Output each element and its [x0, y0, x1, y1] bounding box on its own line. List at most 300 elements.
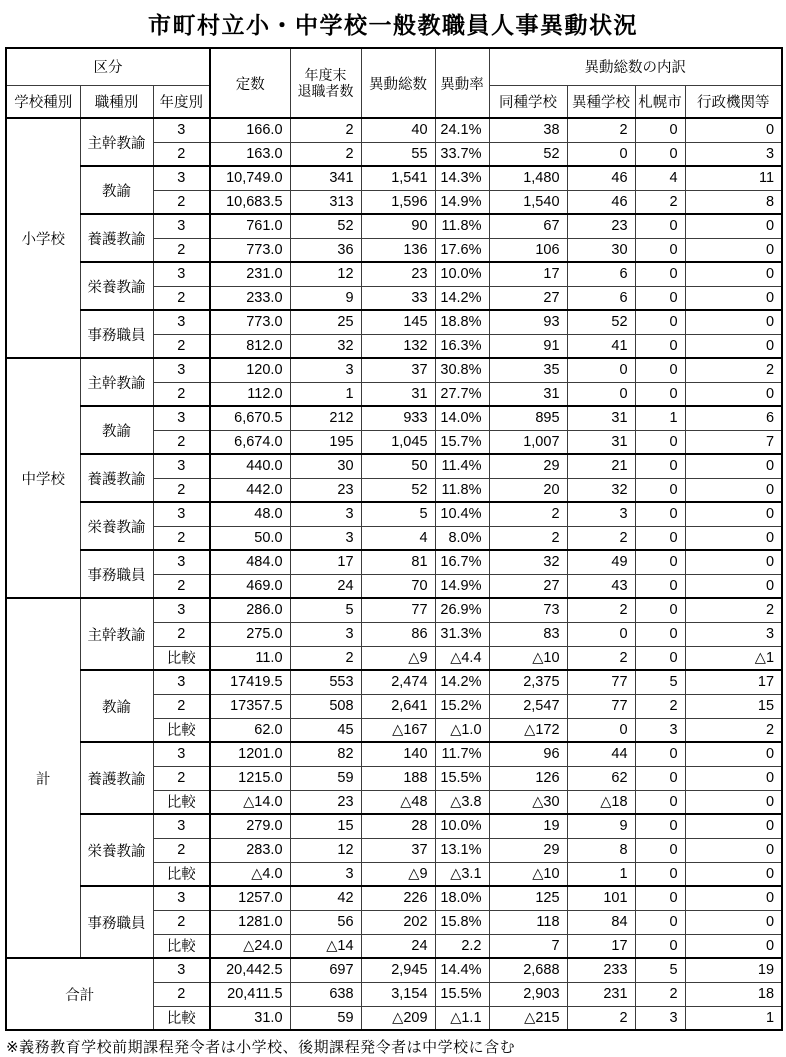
year-cell: 2	[153, 526, 210, 550]
job-type-cell: 主幹教諭	[80, 118, 153, 166]
value-cell: 0	[685, 310, 782, 334]
value-cell: 1	[685, 1006, 782, 1030]
value-cell: 15.8%	[435, 910, 489, 934]
value-cell: 226	[361, 886, 435, 910]
value-cell: 0	[685, 766, 782, 790]
year-cell: 比較	[153, 718, 210, 742]
year-cell: 3	[153, 958, 210, 982]
value-cell: 11.8%	[435, 214, 489, 238]
value-cell: 0	[685, 886, 782, 910]
value-cell: 469.0	[210, 574, 290, 598]
value-cell: 33	[361, 286, 435, 310]
value-cell: 279.0	[210, 814, 290, 838]
value-cell: 0	[685, 118, 782, 142]
header-same-school: 同種学校	[489, 85, 567, 118]
year-cell: 2	[153, 478, 210, 502]
value-cell: 0	[635, 886, 685, 910]
value-cell: 1201.0	[210, 742, 290, 766]
value-cell: 0	[635, 430, 685, 454]
value-cell: 73	[489, 598, 567, 622]
value-cell: 440.0	[210, 454, 290, 478]
value-cell: △10	[489, 646, 567, 670]
value-cell: 132	[361, 334, 435, 358]
value-cell: 52	[290, 214, 361, 238]
table-row	[6, 358, 782, 382]
footnote: ※義務教育学校前期課程発令者は小学校、後期課程発令者は中学校に含む	[6, 1039, 516, 1056]
value-cell: 17	[290, 550, 361, 574]
value-cell: 32	[489, 550, 567, 574]
value-cell: 1	[290, 382, 361, 406]
value-cell: 77	[567, 670, 635, 694]
value-cell: 0	[685, 814, 782, 838]
value-cell: 231.0	[210, 262, 290, 286]
value-cell: 0	[635, 934, 685, 958]
value-cell: 31	[567, 406, 635, 430]
year-cell: 2	[153, 694, 210, 718]
table-row	[6, 670, 782, 694]
year-cell: 2	[153, 622, 210, 646]
value-cell: 32	[567, 478, 635, 502]
value-cell: 23	[567, 214, 635, 238]
value-cell: 48.0	[210, 502, 290, 526]
value-cell: 59	[290, 766, 361, 790]
value-cell: 14.9%	[435, 574, 489, 598]
value-cell: 1257.0	[210, 886, 290, 910]
value-cell: 553	[290, 670, 361, 694]
year-cell: 3	[153, 550, 210, 574]
value-cell: 145	[361, 310, 435, 334]
value-cell: 2	[567, 1006, 635, 1030]
value-cell: 20,411.5	[210, 982, 290, 1006]
value-cell: 31	[361, 382, 435, 406]
value-cell: 3,154	[361, 982, 435, 1006]
value-cell: 96	[489, 742, 567, 766]
value-cell: △18	[567, 790, 635, 814]
value-cell: 14.2%	[435, 670, 489, 694]
header-kubun: 区分	[6, 48, 210, 85]
year-cell: 3	[153, 406, 210, 430]
value-cell: 30	[290, 454, 361, 478]
value-cell: 1,540	[489, 190, 567, 214]
year-cell: 3	[153, 670, 210, 694]
value-cell: 0	[685, 910, 782, 934]
value-cell: 31	[567, 430, 635, 454]
job-type-cell: 教諭	[80, 406, 153, 454]
value-cell: 163.0	[210, 142, 290, 166]
value-cell: 3	[567, 502, 635, 526]
value-cell: 3	[290, 862, 361, 886]
value-cell: △167	[361, 718, 435, 742]
value-cell: 275.0	[210, 622, 290, 646]
header-job-type: 職種別	[80, 85, 153, 118]
value-cell: 8.0%	[435, 526, 489, 550]
year-cell: 比較	[153, 646, 210, 670]
value-cell: 17357.5	[210, 694, 290, 718]
value-cell: 0	[685, 382, 782, 406]
value-cell: 0	[635, 862, 685, 886]
value-cell: 42	[290, 886, 361, 910]
year-cell: 3	[153, 598, 210, 622]
value-cell: 112.0	[210, 382, 290, 406]
table-row	[6, 118, 782, 142]
year-cell: 2	[153, 286, 210, 310]
value-cell: 0	[635, 550, 685, 574]
header-admin: 行政機関等	[685, 85, 782, 118]
value-cell: 77	[361, 598, 435, 622]
value-cell: 23	[290, 790, 361, 814]
year-cell: 2	[153, 190, 210, 214]
value-cell: 46	[567, 190, 635, 214]
value-cell: 0	[635, 334, 685, 358]
value-cell: 0	[635, 526, 685, 550]
value-cell: 40	[361, 118, 435, 142]
value-cell: 50	[361, 454, 435, 478]
table-row	[6, 262, 782, 286]
header-year: 年度別	[153, 85, 210, 118]
table-row	[6, 166, 782, 190]
value-cell: △1	[685, 646, 782, 670]
value-cell: 38	[489, 118, 567, 142]
year-cell: 比較	[153, 862, 210, 886]
value-cell: 2	[489, 526, 567, 550]
value-cell: 2	[489, 502, 567, 526]
value-cell: 0	[635, 574, 685, 598]
value-cell: 0	[635, 622, 685, 646]
value-cell: 19	[489, 814, 567, 838]
value-cell: 0	[635, 286, 685, 310]
value-cell: 27.7%	[435, 382, 489, 406]
value-cell: 14.2%	[435, 286, 489, 310]
value-cell: 5	[635, 958, 685, 982]
value-cell: 0	[635, 382, 685, 406]
value-cell: 0	[685, 838, 782, 862]
value-cell: 120.0	[210, 358, 290, 382]
value-cell: 14.0%	[435, 406, 489, 430]
value-cell: 0	[685, 862, 782, 886]
value-cell: 0	[567, 142, 635, 166]
value-cell: 10.4%	[435, 502, 489, 526]
value-cell: 7	[489, 934, 567, 958]
header-retirees	[290, 48, 361, 118]
value-cell: 70	[361, 574, 435, 598]
value-cell: 0	[567, 358, 635, 382]
header-retirees-line1: 年度末	[304, 66, 347, 83]
value-cell: 233.0	[210, 286, 290, 310]
value-cell: 0	[635, 910, 685, 934]
value-cell: 8	[567, 838, 635, 862]
value-cell: 11.4%	[435, 454, 489, 478]
value-cell: 3	[635, 718, 685, 742]
year-cell: 3	[153, 214, 210, 238]
value-cell: 0	[635, 214, 685, 238]
value-cell: 0	[635, 838, 685, 862]
job-type-cell: 主幹教諭	[80, 358, 153, 406]
year-cell: 3	[153, 310, 210, 334]
value-cell: 1,045	[361, 430, 435, 454]
value-cell: 3	[290, 622, 361, 646]
value-cell: 31.3%	[435, 622, 489, 646]
value-cell: 1,541	[361, 166, 435, 190]
value-cell: △14.0	[210, 790, 290, 814]
value-cell: 2	[567, 598, 635, 622]
value-cell: 697	[290, 958, 361, 982]
year-cell: 3	[153, 886, 210, 910]
value-cell: 286.0	[210, 598, 290, 622]
value-cell: 2	[635, 694, 685, 718]
table-row	[6, 886, 782, 910]
value-cell: 2,945	[361, 958, 435, 982]
value-cell: 202	[361, 910, 435, 934]
value-cell: 0	[685, 334, 782, 358]
school-type-cell: 小学校	[6, 118, 80, 358]
value-cell: 36	[290, 238, 361, 262]
value-cell: 56	[290, 910, 361, 934]
value-cell: △1.1	[435, 1006, 489, 1030]
value-cell: 442.0	[210, 478, 290, 502]
value-cell: 55	[361, 142, 435, 166]
value-cell: 10.0%	[435, 262, 489, 286]
value-cell: 0	[635, 142, 685, 166]
value-cell: 10.0%	[435, 814, 489, 838]
year-cell: 2	[153, 982, 210, 1006]
job-type-cell: 事務職員	[80, 310, 153, 358]
value-cell: 2	[635, 190, 685, 214]
header-school-type: 学校種別	[6, 85, 80, 118]
value-cell: △3.8	[435, 790, 489, 814]
value-cell: 32	[290, 334, 361, 358]
value-cell: △172	[489, 718, 567, 742]
value-cell: 0	[635, 742, 685, 766]
value-cell: 0	[635, 478, 685, 502]
value-cell: 1215.0	[210, 766, 290, 790]
value-cell: 2.2	[435, 934, 489, 958]
value-cell: 1,480	[489, 166, 567, 190]
value-cell: 0	[635, 766, 685, 790]
value-cell: △48	[361, 790, 435, 814]
value-cell: 37	[361, 838, 435, 862]
value-cell: 0	[685, 790, 782, 814]
table-row	[6, 550, 782, 574]
value-cell: 0	[635, 814, 685, 838]
value-cell: 0	[567, 382, 635, 406]
value-cell: 17	[489, 262, 567, 286]
value-cell: 93	[489, 310, 567, 334]
value-cell: 27	[489, 286, 567, 310]
year-cell: 2	[153, 430, 210, 454]
value-cell: 17419.5	[210, 670, 290, 694]
value-cell: 25	[290, 310, 361, 334]
value-cell: 1281.0	[210, 910, 290, 934]
value-cell: △30	[489, 790, 567, 814]
table-row	[6, 454, 782, 478]
table-row	[6, 406, 782, 430]
value-cell: 52	[567, 310, 635, 334]
value-cell: 7	[685, 430, 782, 454]
value-cell: 0	[635, 310, 685, 334]
value-cell: △4.0	[210, 862, 290, 886]
header-diff-school: 異種学校	[567, 85, 635, 118]
value-cell: 46	[567, 166, 635, 190]
value-cell: 2	[290, 646, 361, 670]
value-cell: 4	[635, 166, 685, 190]
value-cell: 2	[685, 718, 782, 742]
value-cell: 24.1%	[435, 118, 489, 142]
value-cell: 33.7%	[435, 142, 489, 166]
value-cell: 11.0	[210, 646, 290, 670]
value-cell: 3	[685, 142, 782, 166]
job-type-cell: 事務職員	[80, 886, 153, 958]
job-type-cell: 栄養教諭	[80, 262, 153, 310]
value-cell: 28	[361, 814, 435, 838]
value-cell: 24	[361, 934, 435, 958]
year-cell: 3	[153, 166, 210, 190]
value-cell: 0	[685, 478, 782, 502]
value-cell: 2,903	[489, 982, 567, 1006]
value-cell: 23	[290, 478, 361, 502]
value-cell: 283.0	[210, 838, 290, 862]
value-cell: 0	[685, 550, 782, 574]
value-cell: 761.0	[210, 214, 290, 238]
value-cell: 23	[361, 262, 435, 286]
value-cell: 20,442.5	[210, 958, 290, 982]
value-cell: 1,596	[361, 190, 435, 214]
table-row	[6, 310, 782, 334]
value-cell: 24	[290, 574, 361, 598]
year-cell: 3	[153, 262, 210, 286]
value-cell: 43	[567, 574, 635, 598]
header-retirees-line2: 退職者数	[297, 83, 354, 99]
value-cell: △4.4	[435, 646, 489, 670]
year-cell: 3	[153, 502, 210, 526]
value-cell: 30.8%	[435, 358, 489, 382]
value-cell: 13.1%	[435, 838, 489, 862]
value-cell: 195	[290, 430, 361, 454]
value-cell: 45	[290, 718, 361, 742]
value-cell: 67	[489, 214, 567, 238]
year-cell: 2	[153, 574, 210, 598]
value-cell: 50.0	[210, 526, 290, 550]
value-cell: 26.9%	[435, 598, 489, 622]
year-cell: 2	[153, 838, 210, 862]
value-cell: 8	[685, 190, 782, 214]
value-cell: 2	[635, 982, 685, 1006]
value-cell: 773.0	[210, 238, 290, 262]
value-cell: 0	[685, 526, 782, 550]
value-cell: 126	[489, 766, 567, 790]
value-cell: 313	[290, 190, 361, 214]
value-cell: 14.4%	[435, 958, 489, 982]
value-cell: 2	[685, 358, 782, 382]
value-cell: △14	[290, 934, 361, 958]
value-cell: 31	[489, 382, 567, 406]
value-cell: 895	[489, 406, 567, 430]
value-cell: 0	[635, 454, 685, 478]
value-cell: 0	[635, 502, 685, 526]
value-cell: 15.7%	[435, 430, 489, 454]
value-cell: 106	[489, 238, 567, 262]
year-cell: 3	[153, 814, 210, 838]
value-cell: 18.0%	[435, 886, 489, 910]
value-cell: 101	[567, 886, 635, 910]
value-cell: 3	[290, 358, 361, 382]
value-cell: 0	[685, 286, 782, 310]
value-cell: 15.5%	[435, 766, 489, 790]
value-cell: 638	[290, 982, 361, 1006]
value-cell: 18.8%	[435, 310, 489, 334]
value-cell: 233	[567, 958, 635, 982]
value-cell: 0	[635, 646, 685, 670]
header-row-top	[6, 48, 782, 85]
value-cell: 118	[489, 910, 567, 934]
value-cell: 15	[685, 694, 782, 718]
value-cell: 6	[567, 262, 635, 286]
year-cell: 2	[153, 382, 210, 406]
value-cell: 52	[489, 142, 567, 166]
value-cell: 31.0	[210, 1006, 290, 1030]
value-cell: 49	[567, 550, 635, 574]
value-cell: 136	[361, 238, 435, 262]
table-header	[6, 48, 782, 118]
value-cell: 18	[685, 982, 782, 1006]
table-row	[6, 214, 782, 238]
value-cell: 2	[290, 118, 361, 142]
value-cell: 1,007	[489, 430, 567, 454]
year-cell: 2	[153, 334, 210, 358]
value-cell: 3	[685, 622, 782, 646]
value-cell: △1.0	[435, 718, 489, 742]
value-cell: 62	[567, 766, 635, 790]
value-cell: 12	[290, 262, 361, 286]
value-cell: 29	[489, 838, 567, 862]
value-cell: 125	[489, 886, 567, 910]
value-cell: 17	[685, 670, 782, 694]
transfer-table	[5, 47, 783, 1031]
value-cell: △209	[361, 1006, 435, 1030]
year-cell: 3	[153, 454, 210, 478]
value-cell: 82	[290, 742, 361, 766]
value-cell: 62.0	[210, 718, 290, 742]
year-cell: 3	[153, 742, 210, 766]
value-cell: 15.5%	[435, 982, 489, 1006]
value-cell: 2	[567, 526, 635, 550]
year-cell: 3	[153, 118, 210, 142]
table-row	[6, 814, 782, 838]
value-cell: 0	[567, 622, 635, 646]
value-cell: 484.0	[210, 550, 290, 574]
value-cell: 3	[635, 1006, 685, 1030]
value-cell: 27	[489, 574, 567, 598]
table-row	[6, 742, 782, 766]
value-cell: 29	[489, 454, 567, 478]
value-cell: 15	[290, 814, 361, 838]
year-cell: 3	[153, 358, 210, 382]
value-cell: 17	[567, 934, 635, 958]
value-cell: 341	[290, 166, 361, 190]
value-cell: 0	[635, 598, 685, 622]
job-type-cell: 栄養教諭	[80, 814, 153, 886]
value-cell: △215	[489, 1006, 567, 1030]
value-cell: 5	[290, 598, 361, 622]
value-cell: 0	[685, 238, 782, 262]
value-cell: △3.1	[435, 862, 489, 886]
value-cell: 2,547	[489, 694, 567, 718]
job-type-cell: 養護教諭	[80, 214, 153, 262]
page-title: 市町村立小・中学校一般教職員人事異動状況	[148, 12, 638, 38]
value-cell: 5	[635, 670, 685, 694]
value-cell: 0	[635, 238, 685, 262]
header-transfer-rate: 異動率	[435, 48, 489, 118]
value-cell: 0	[685, 262, 782, 286]
